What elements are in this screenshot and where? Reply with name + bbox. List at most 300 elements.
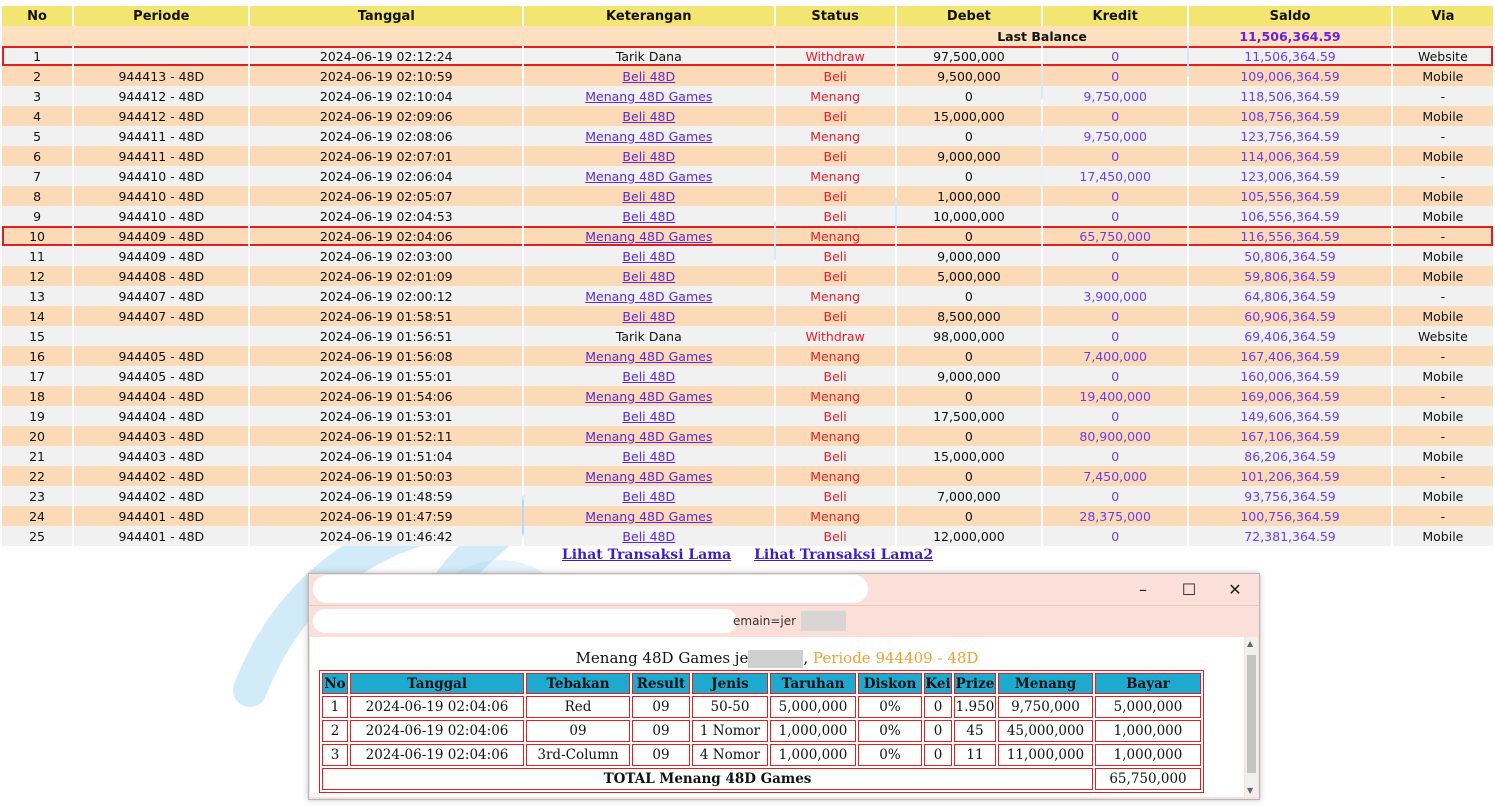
row-via: -: [1393, 506, 1493, 526]
row-keterangan: [524, 266, 774, 286]
row-kredit: 0: [1043, 326, 1187, 346]
table-row: [2, 266, 1493, 286]
row-saldo: 169,006,364.59: [1189, 386, 1390, 406]
keterangan-link[interactable]: Beli 48D: [622, 448, 676, 464]
row-no: 23: [2, 486, 72, 506]
table-row: [2, 86, 1493, 106]
row-no: 5: [2, 126, 72, 146]
keterangan-link[interactable]: Menang 48D Games: [585, 168, 713, 184]
detail-menang: 9,750,000: [998, 696, 1093, 718]
detail-tebakan: 09: [526, 720, 630, 742]
row-kredit: 0: [1043, 526, 1187, 546]
row-periode: 944411 - 48D: [74, 126, 248, 146]
row-status: Beli: [776, 246, 895, 266]
detail-result: 09: [632, 744, 690, 766]
row-periode: 944412 - 48D: [74, 106, 248, 126]
redacted-title: [313, 575, 868, 603]
maximize-button[interactable]: ☐: [1181, 580, 1197, 599]
row-no: 17: [2, 366, 72, 386]
address-fragment: emain=jer: [733, 614, 797, 628]
row-periode: 944407 - 48D: [74, 306, 248, 326]
row-tanggal: 2024-06-19 02:10:59: [250, 66, 522, 86]
row-debet: 17,500,000: [897, 406, 1041, 426]
row-debet: 98,000,000: [897, 326, 1041, 346]
detail-col-jenis: Jenis: [692, 673, 768, 694]
row-via: -: [1393, 466, 1493, 486]
detail-jenis: 50-50: [692, 696, 768, 718]
table-row: [2, 66, 1493, 86]
table-row: [2, 466, 1493, 486]
keterangan-link[interactable]: Menang 48D Games: [585, 228, 713, 244]
detail-bayar: 5,000,000: [1095, 696, 1201, 718]
row-no: 9: [2, 206, 72, 226]
detail-prize: 11: [954, 744, 996, 766]
row-saldo: 167,106,364.59: [1189, 426, 1390, 446]
row-no: 6: [2, 146, 72, 166]
row-periode: [74, 46, 248, 66]
row-status: Menang: [776, 506, 895, 526]
row-keterangan: [524, 346, 774, 366]
detail-col-taruhan: Taruhan: [770, 673, 856, 694]
col-no: No: [2, 6, 72, 26]
keterangan-link[interactable]: Menang 48D Games: [585, 468, 713, 484]
keterangan-link[interactable]: Menang 48D Games: [585, 288, 713, 304]
detail-kei: 0: [924, 720, 952, 742]
row-debet: 0: [897, 286, 1041, 306]
row-periode: 944410 - 48D: [74, 186, 248, 206]
row-status: Menang: [776, 226, 895, 246]
row-periode: 944403 - 48D: [74, 446, 248, 466]
row-no: 13: [2, 286, 72, 306]
minimize-button[interactable]: –: [1139, 580, 1147, 599]
detail-total-row: [322, 768, 1201, 790]
keterangan-link[interactable]: Beli 48D: [622, 208, 676, 224]
keterangan-link[interactable]: Beli 48D: [622, 248, 676, 264]
popup-title-comma: ,: [803, 649, 809, 667]
popup-title-text: Menang 48D Games je: [575, 649, 749, 667]
col-status: Status: [776, 6, 895, 26]
row-kredit: 0: [1043, 246, 1187, 266]
row-saldo: 105,556,364.59: [1189, 186, 1390, 206]
row-via: -: [1393, 126, 1493, 146]
detail-col-prize: Prize: [954, 673, 996, 694]
row-saldo: 100,756,364.59: [1189, 506, 1390, 526]
row-kredit: 0: [1043, 266, 1187, 286]
popup-address-bar: [309, 605, 1259, 636]
detail-taruhan: 5,000,000: [770, 696, 856, 718]
row-via: Mobile: [1393, 106, 1493, 126]
row-status: Withdraw: [776, 46, 895, 66]
row-saldo: 64,806,364.59: [1189, 286, 1390, 306]
row-saldo: 123,756,364.59: [1189, 126, 1390, 146]
row-via: Mobile: [1393, 66, 1493, 86]
row-tanggal: 2024-06-19 01:52:11: [250, 426, 522, 446]
row-via: Mobile: [1393, 406, 1493, 426]
row-tanggal: 2024-06-19 01:51:04: [250, 446, 522, 466]
redacted-url: [313, 609, 737, 633]
row-no: 21: [2, 446, 72, 466]
row-kredit: 0: [1043, 306, 1187, 326]
row-tanggal: 2024-06-19 01:50:03: [250, 466, 522, 486]
row-keterangan: [524, 246, 774, 266]
row-keterangan: [524, 526, 774, 546]
keterangan-link[interactable]: Menang 48D Games: [585, 128, 713, 144]
col-via: Via: [1393, 6, 1493, 26]
row-saldo: 93,756,364.59: [1189, 486, 1390, 506]
row-tanggal: 2024-06-19 02:09:06: [250, 106, 522, 126]
row-kredit: 0: [1043, 186, 1187, 206]
row-keterangan: Tarik Dana: [524, 326, 774, 346]
row-kredit: 9,750,000: [1043, 86, 1187, 106]
scroll-thumb[interactable]: [1247, 655, 1256, 773]
row-no: 25: [2, 526, 72, 546]
row-status: Menang: [776, 286, 895, 306]
row-no: 2: [2, 66, 72, 86]
row-tanggal: 2024-06-19 02:01:09: [250, 266, 522, 286]
row-saldo: 50,806,364.59: [1189, 246, 1390, 266]
row-keterangan: [524, 86, 774, 106]
row-keterangan: [524, 446, 774, 466]
last-balance-label: Last Balance: [897, 26, 1188, 46]
keterangan-link[interactable]: Menang 48D Games: [585, 428, 713, 444]
row-periode: 944404 - 48D: [74, 406, 248, 426]
keterangan-link[interactable]: Beli 48D: [622, 188, 676, 204]
row-keterangan: [524, 206, 774, 226]
row-saldo: 160,006,364.59: [1189, 366, 1390, 386]
detail-row: [322, 720, 1201, 742]
row-periode: 944408 - 48D: [74, 266, 248, 286]
detail-tebakan: 3rd-Column: [526, 744, 630, 766]
row-saldo: 118,506,364.59: [1189, 86, 1390, 106]
scroll-up-icon[interactable]: ▲: [1247, 639, 1254, 648]
col-saldo: Saldo: [1189, 6, 1390, 26]
row-saldo: 11,506,364.59: [1189, 46, 1390, 66]
scroll-down-icon[interactable]: ▼: [1247, 786, 1254, 795]
row-debet: 0: [897, 126, 1041, 146]
keterangan-link[interactable]: Beli 48D: [622, 268, 676, 284]
keterangan-link[interactable]: Beli 48D: [622, 368, 676, 384]
keterangan-link[interactable]: Beli 48D: [622, 528, 676, 544]
row-saldo: 72,381,364.59: [1189, 526, 1390, 546]
detail-no: 1: [322, 696, 348, 718]
detail-menang: 11,000,000: [998, 744, 1093, 766]
last-balance-amount: 11,506,364.59: [1189, 26, 1390, 46]
detail-bayar: 1,000,000: [1095, 744, 1201, 766]
row-via: -: [1393, 286, 1493, 306]
table-row: [2, 326, 1493, 346]
table-row: [2, 346, 1493, 366]
row-keterangan: [524, 366, 774, 386]
row-keterangan: [524, 186, 774, 206]
row-debet: 0: [897, 166, 1041, 186]
row-via: Mobile: [1393, 486, 1493, 506]
row-status: Beli: [776, 406, 895, 426]
row-no: 18: [2, 386, 72, 406]
keterangan-link[interactable]: Beli 48D: [622, 148, 676, 164]
row-no: 20: [2, 426, 72, 446]
row-tanggal: 2024-06-19 02:05:07: [250, 186, 522, 206]
col-tanggal: Tanggal: [250, 6, 522, 26]
row-keterangan: [524, 466, 774, 486]
detail-col-diskon: Diskon: [858, 673, 922, 694]
keterangan-link[interactable]: Beli 48D: [622, 308, 676, 324]
row-status: Withdraw: [776, 326, 895, 346]
row-via: Mobile: [1393, 526, 1493, 546]
row-no: 16: [2, 346, 72, 366]
row-via: -: [1393, 426, 1493, 446]
row-tanggal: 2024-06-19 01:56:08: [250, 346, 522, 366]
table-row: [2, 246, 1493, 266]
row-debet: 0: [897, 86, 1041, 106]
row-status: Menang: [776, 466, 895, 486]
table-row: [2, 426, 1493, 446]
table-row-highlighted: [2, 226, 1493, 246]
row-tanggal: 2024-06-19 01:56:51: [250, 326, 522, 346]
row-saldo: 86,206,364.59: [1189, 446, 1390, 466]
row-periode: 944403 - 48D: [74, 426, 248, 446]
old-transactions-link-2[interactable]: Lihat Transaksi Lama2: [754, 547, 934, 563]
detail-col-menang: Menang: [998, 673, 1093, 694]
table-row-highlighted: [2, 46, 1493, 66]
row-keterangan: [524, 126, 774, 146]
row-kredit: 0: [1043, 446, 1187, 466]
row-saldo: 114,006,364.59: [1189, 146, 1390, 166]
row-saldo: 149,606,364.59: [1189, 406, 1390, 426]
row-debet: 15,000,000: [897, 106, 1041, 126]
row-via: -: [1393, 86, 1493, 106]
row-kredit: 0: [1043, 366, 1187, 386]
row-tanggal: 2024-06-19 01:47:59: [250, 506, 522, 526]
row-debet: 97,500,000: [897, 46, 1041, 66]
row-keterangan: [524, 106, 774, 126]
popup-title-periode: Periode 944409 - 48D: [812, 649, 979, 667]
keterangan-link[interactable]: Beli 48D: [622, 68, 676, 84]
row-status: Beli: [776, 146, 895, 166]
row-kredit: 17,450,000: [1043, 166, 1187, 186]
row-status: Beli: [776, 106, 895, 126]
row-tanggal: 2024-06-19 02:03:00: [250, 246, 522, 266]
keterangan-link[interactable]: Menang 48D Games: [585, 508, 713, 524]
row-tanggal: 2024-06-19 01:46:42: [250, 526, 522, 546]
row-saldo: 123,006,364.59: [1189, 166, 1390, 186]
row-debet: 9,000,000: [897, 246, 1041, 266]
row-periode: 944404 - 48D: [74, 386, 248, 406]
keterangan-link[interactable]: Beli 48D: [622, 488, 676, 504]
row-saldo: 108,756,364.59: [1189, 106, 1390, 126]
row-no: 15: [2, 326, 72, 346]
col-periode: Periode: [74, 6, 248, 26]
keterangan-link[interactable]: Beli 48D: [622, 408, 676, 424]
row-via: Mobile: [1393, 366, 1493, 386]
detail-no: 2: [322, 720, 348, 742]
detail-jenis: 4 Nomor: [692, 744, 768, 766]
detail-col-no: No: [322, 673, 348, 694]
row-no: 22: [2, 466, 72, 486]
row-kredit: 3,900,000: [1043, 286, 1187, 306]
row-via: Mobile: [1393, 206, 1493, 226]
row-tanggal: 2024-06-19 01:58:51: [250, 306, 522, 326]
row-status: Menang: [776, 426, 895, 446]
row-keterangan: [524, 486, 774, 506]
detail-result: 09: [632, 696, 690, 718]
row-kredit: 0: [1043, 66, 1187, 86]
row-status: Beli: [776, 486, 895, 506]
popup-scrollbar[interactable]: [1245, 637, 1258, 797]
table-row: [2, 486, 1493, 506]
table-row: [2, 186, 1493, 206]
row-tanggal: 2024-06-19 01:54:06: [250, 386, 522, 406]
row-kredit: 0: [1043, 46, 1187, 66]
row-tanggal: 2024-06-19 02:12:24: [250, 46, 522, 66]
row-periode: 944401 - 48D: [74, 526, 248, 546]
row-keterangan: [524, 226, 774, 246]
row-no: 7: [2, 166, 72, 186]
row-periode: 944409 - 48D: [74, 246, 248, 266]
row-no: 3: [2, 86, 72, 106]
row-status: Menang: [776, 126, 895, 146]
row-tanggal: 2024-06-19 02:06:04: [250, 166, 522, 186]
row-kredit: 7,400,000: [1043, 346, 1187, 366]
row-saldo: 60,906,364.59: [1189, 306, 1390, 326]
table-row: [2, 206, 1493, 226]
row-periode: [74, 326, 248, 346]
detail-popup-window: [308, 573, 1260, 800]
detail-col-kei: Kei: [924, 673, 952, 694]
old-transactions-links: [0, 547, 1495, 563]
col-debet: Debet: [897, 6, 1041, 26]
row-via: Website: [1393, 46, 1493, 66]
detail-row: [322, 696, 1201, 718]
row-periode: 944405 - 48D: [74, 346, 248, 366]
row-periode: 944411 - 48D: [74, 146, 248, 166]
detail-taruhan: 1,000,000: [770, 720, 856, 742]
row-debet: 0: [897, 426, 1041, 446]
row-debet: 0: [897, 506, 1041, 526]
row-periode: 944409 - 48D: [74, 226, 248, 246]
table-row: [2, 506, 1493, 526]
row-periode: 944405 - 48D: [74, 366, 248, 386]
row-periode: 944407 - 48D: [74, 286, 248, 306]
row-status: Beli: [776, 446, 895, 466]
row-kredit: 19,400,000: [1043, 386, 1187, 406]
row-saldo: 116,556,364.59: [1189, 226, 1390, 246]
row-saldo: 59,806,364.59: [1189, 266, 1390, 286]
row-saldo: 167,406,364.59: [1189, 346, 1390, 366]
old-transactions-link[interactable]: Lihat Transaksi Lama: [561, 547, 732, 563]
row-status: Menang: [776, 386, 895, 406]
row-via: -: [1393, 386, 1493, 406]
row-keterangan: Tarik Dana: [524, 46, 774, 66]
close-button[interactable]: ✕: [1228, 580, 1242, 599]
detail-diskon: 0%: [858, 744, 922, 766]
popup-title: [310, 649, 1244, 669]
row-via: -: [1393, 226, 1493, 246]
total-label: TOTAL Menang 48D Games: [322, 768, 1093, 790]
row-keterangan: [524, 66, 774, 86]
table-row: [2, 286, 1493, 306]
row-saldo: 69,406,364.59: [1189, 326, 1390, 346]
row-no: 19: [2, 406, 72, 426]
ledger-header-row: [2, 6, 1493, 26]
row-no: 4: [2, 106, 72, 126]
col-kredit: Kredit: [1043, 6, 1187, 26]
detail-row: [322, 744, 1201, 766]
detail-diskon: 0%: [858, 720, 922, 742]
keterangan-link[interactable]: Menang 48D Games: [585, 88, 713, 104]
keterangan-link[interactable]: Menang 48D Games: [585, 348, 713, 364]
row-kredit: 0: [1043, 206, 1187, 226]
row-debet: 12,000,000: [897, 526, 1041, 546]
detail-no: 3: [322, 744, 348, 766]
detail-tanggal: 2024-06-19 02:04:06: [350, 696, 524, 718]
row-via: Mobile: [1393, 306, 1493, 326]
row-debet: 8,500,000: [897, 306, 1041, 326]
row-keterangan: [524, 286, 774, 306]
table-row: [2, 406, 1493, 426]
row-debet: 10,000,000: [897, 206, 1041, 226]
row-keterangan: [524, 306, 774, 326]
row-status: Beli: [776, 66, 895, 86]
row-kredit: 0: [1043, 486, 1187, 506]
transaction-ledger: [0, 6, 1495, 546]
popup-titlebar: [309, 574, 1259, 605]
row-debet: 9,500,000: [897, 66, 1041, 86]
detail-diskon: 0%: [858, 696, 922, 718]
row-no: 12: [2, 266, 72, 286]
row-via: Mobile: [1393, 446, 1493, 466]
row-periode: 944412 - 48D: [74, 86, 248, 106]
row-keterangan: [524, 406, 774, 426]
row-tanggal: 2024-06-19 02:04:06: [250, 226, 522, 246]
detail-menang: 45,000,000: [998, 720, 1093, 742]
row-via: Mobile: [1393, 186, 1493, 206]
row-keterangan: [524, 426, 774, 446]
keterangan-link[interactable]: Menang 48D Games: [585, 388, 713, 404]
detail-col-bayar: Bayar: [1095, 673, 1201, 694]
row-no: 8: [2, 186, 72, 206]
row-debet: 0: [897, 386, 1041, 406]
row-debet: 9,000,000: [897, 146, 1041, 166]
bet-detail-table: [319, 670, 1204, 793]
row-status: Menang: [776, 86, 895, 106]
row-kredit: 0: [1043, 406, 1187, 426]
row-no: 11: [2, 246, 72, 266]
detail-jenis: 1 Nomor: [692, 720, 768, 742]
row-keterangan: [524, 166, 774, 186]
row-tanggal: 2024-06-19 02:00:12: [250, 286, 522, 306]
row-periode: 944402 - 48D: [74, 466, 248, 486]
detail-col-tanggal: Tanggal: [350, 673, 524, 694]
row-kredit: 0: [1043, 106, 1187, 126]
row-via: Website: [1393, 326, 1493, 346]
keterangan-link[interactable]: Beli 48D: [622, 108, 676, 124]
detail-prize: 45: [954, 720, 996, 742]
row-tanggal: 2024-06-19 02:04:53: [250, 206, 522, 226]
row-kredit: 0: [1043, 146, 1187, 166]
row-tanggal: 2024-06-19 02:10:04: [250, 86, 522, 106]
redacted-username: [801, 611, 846, 631]
total-value: 65,750,000: [1095, 768, 1201, 790]
row-tanggal: 2024-06-19 01:53:01: [250, 406, 522, 426]
detail-col-tebakan: Tebakan: [526, 673, 630, 694]
row-saldo: 106,556,364.59: [1189, 206, 1390, 226]
row-status: Beli: [776, 186, 895, 206]
row-no: 10: [2, 226, 72, 246]
row-keterangan: [524, 146, 774, 166]
row-periode: 944402 - 48D: [74, 486, 248, 506]
detail-result: 09: [632, 720, 690, 742]
row-debet: 9,000,000: [897, 366, 1041, 386]
